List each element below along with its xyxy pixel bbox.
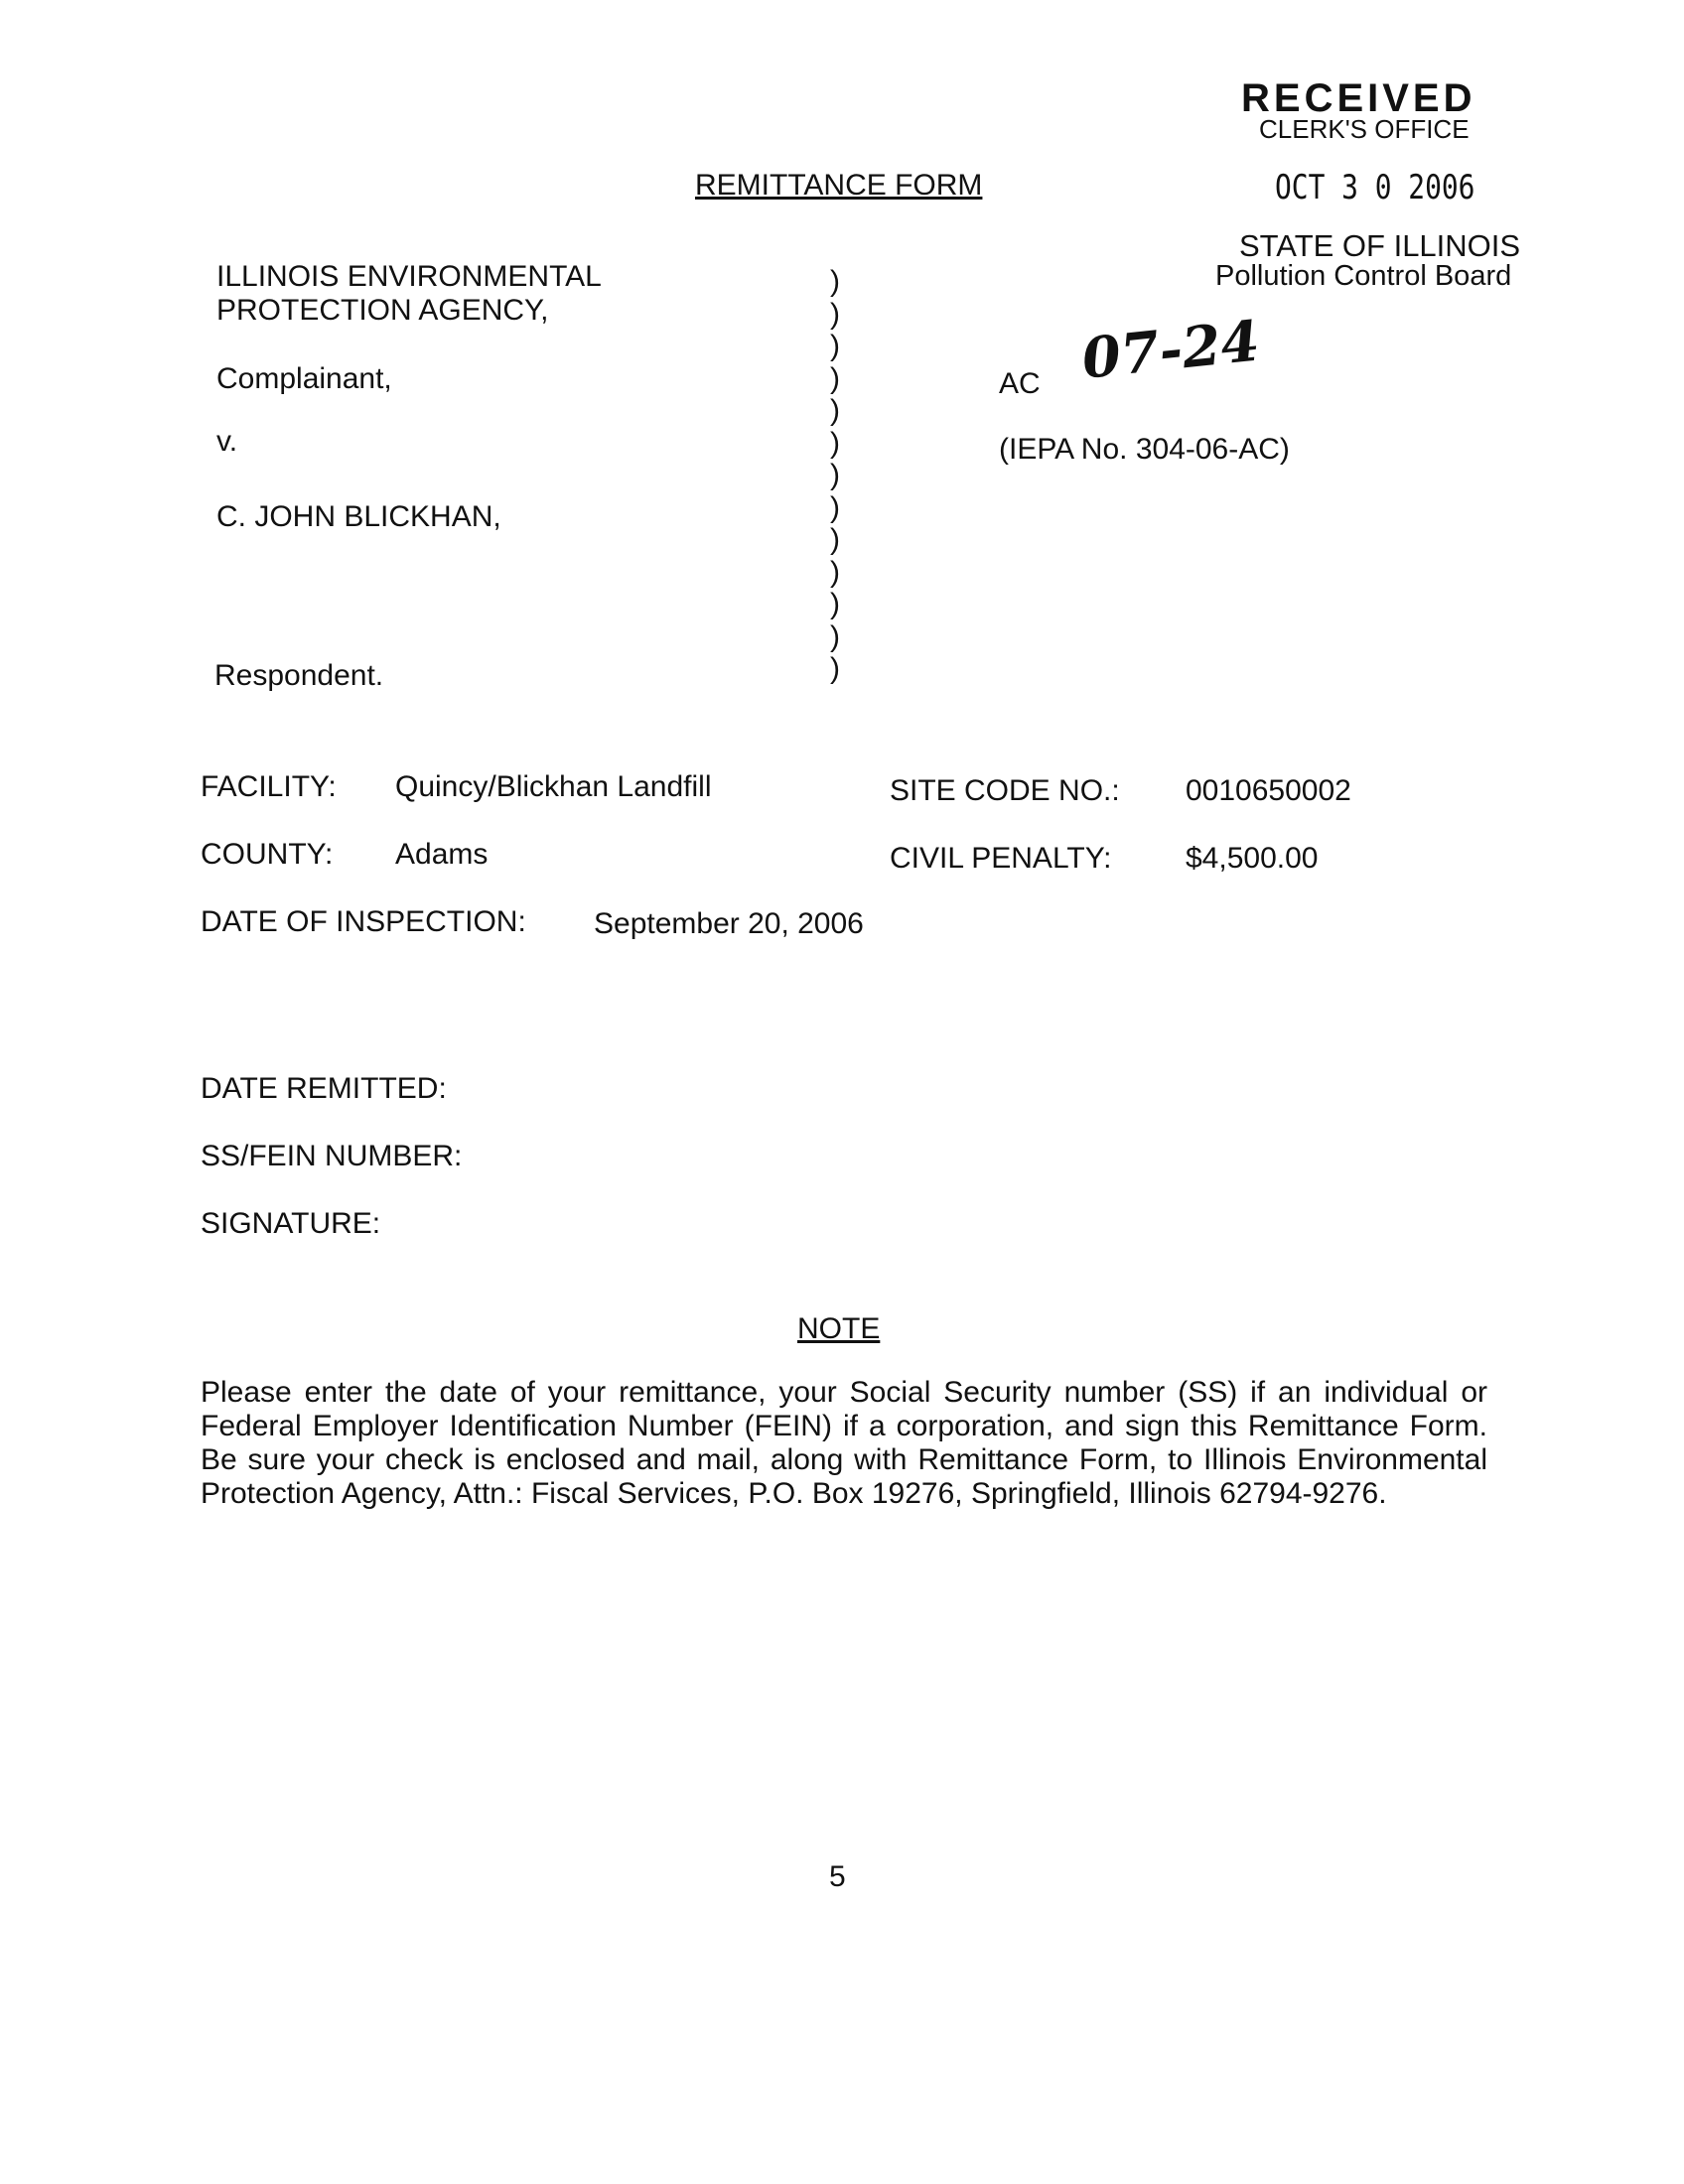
received-stamp-title: RECEIVED — [1241, 76, 1476, 120]
received-stamp-board: Pollution Control Board — [1215, 260, 1512, 292]
site-code-value: 0010650002 — [1186, 774, 1351, 807]
received-stamp-office: CLERK'S OFFICE — [1259, 114, 1470, 144]
complainant-name-line2: PROTECTION AGENCY, — [216, 294, 549, 327]
signature-label: SIGNATURE: — [201, 1207, 381, 1240]
county-value: Adams — [395, 838, 489, 871]
complainant-name-line1: ILLINOIS ENVIRONMENTAL — [216, 260, 602, 293]
facility-label: FACILITY: — [201, 770, 337, 803]
received-stamp-date: OCT 3 0 2006 — [1275, 168, 1475, 207]
inspection-date-label: DATE OF INSPECTION: — [201, 905, 526, 938]
facility-value: Quincy/Blickhan Landfill — [395, 770, 712, 803]
versus-label: v. — [216, 425, 238, 458]
paren: ) — [830, 394, 840, 427]
paren: ) — [830, 588, 840, 620]
paren: ) — [830, 652, 840, 685]
caption-divider-parens — [830, 266, 850, 686]
received-stamp-state: STATE OF ILLINOIS — [1239, 228, 1521, 263]
page-title: REMITTANCE FORM — [695, 169, 983, 202]
county-label: COUNTY: — [201, 838, 334, 871]
paren: ) — [830, 330, 840, 362]
paren: ) — [830, 459, 840, 491]
paren: ) — [830, 523, 840, 556]
case-prefix: AC — [999, 367, 1041, 400]
respondent-label: Respondent. — [214, 659, 384, 692]
paren: ) — [830, 619, 840, 653]
paren: ) — [830, 426, 840, 460]
inspection-date-value: September 20, 2006 — [594, 907, 864, 940]
ss-fein-label: SS/FEIN NUMBER: — [201, 1140, 463, 1172]
note-body: Please enter the date of your remittance, your Social Security number (SS) if an individual or Federal Employer Identification Number (FEIN) if a corporation, and sign this Remittance Form. Be sure your check is enclosed and mail, along with Remittance Form, to Illinois Environmental Protection Agency, Attn.: Fiscal Services, P.O. Box 19276, Springfield, Illinois 62794-9276. — [201, 1376, 1487, 1510]
handwritten-case-number: 07-24 — [1078, 308, 1263, 392]
paren: ) — [830, 297, 840, 331]
site-code-label: SITE CODE NO.: — [890, 774, 1120, 807]
paren: ) — [830, 361, 840, 395]
civil-penalty-label: CIVIL PENALTY: — [890, 842, 1112, 875]
civil-penalty-value: $4,500.00 — [1186, 842, 1319, 875]
paren: ) — [830, 555, 840, 589]
respondent-name: C. JOHN BLICKHAN, — [216, 500, 501, 533]
paren: ) — [830, 265, 840, 298]
paren: ) — [830, 490, 840, 524]
page-number: 5 — [829, 1860, 846, 1893]
iepa-number: (IEPA No. 304-06-AC) — [999, 433, 1290, 466]
date-remitted-label: DATE REMITTED: — [201, 1072, 447, 1105]
note-title: NOTE — [797, 1312, 881, 1345]
complainant-label: Complainant, — [216, 362, 392, 395]
